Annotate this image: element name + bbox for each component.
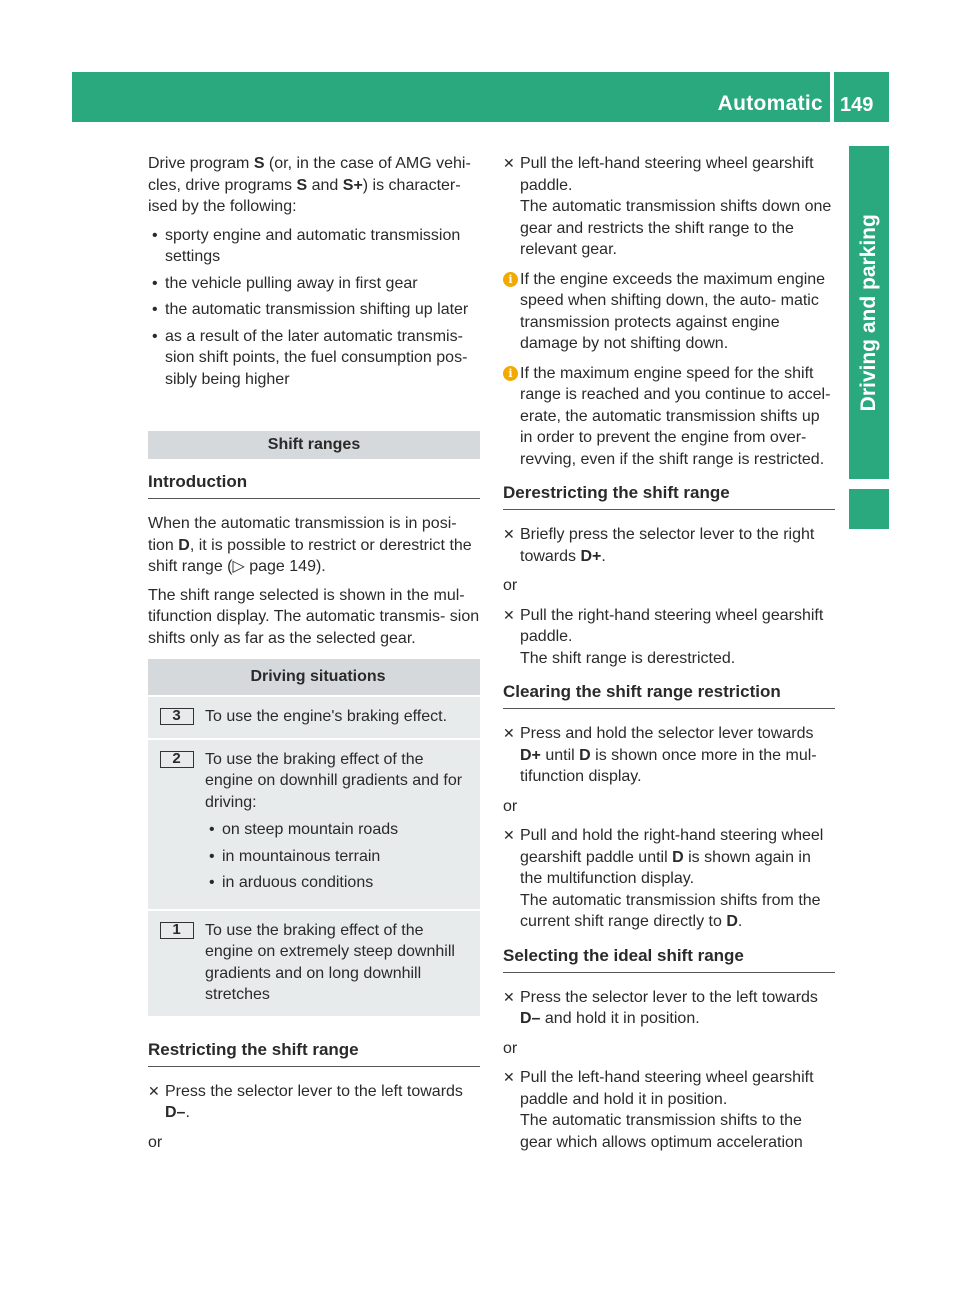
driving-situations-table [148,659,480,1016]
info-note [503,363,835,471]
or-separator: or [503,1039,518,1057]
page-reference-link[interactable]: ▷ page 149 [232,558,316,575]
desc-cell [205,749,480,899]
instruction-step [503,153,835,261]
list-item: • sporty engine and automatic transmission settings [148,225,480,268]
text: If the maximum engine speed for the shift range is reached and you continue to accel- erate, the automatic transmission shifts up in order to prevent the engine from over- revving, even if the shift range is restricted. [520,364,831,468]
text: If the engine exceeds the maximum engine speed when shifting down, the auto- matic transmission protects against engine damage by not shifting down. [520,270,826,352]
text: Pull the right-hand steering wheel gearshift paddle. [520,606,824,645]
arrow-step-icon: ✕ [148,1082,160,1099]
text: The automatic transmission shifts to the gear which allows optimum acceleration [520,1112,803,1151]
arrow-step-icon: ✕ [503,725,515,741]
arrow-step-icon: ✕ [503,606,515,623]
text: D [178,536,190,554]
table-row [148,909,480,1016]
instruction-step [503,1067,835,1153]
text: Pull the left-hand steering wheel gearshift paddle and hold it in position. [520,1069,814,1108]
text: D+ [580,547,602,565]
derestricting-heading: Derestricting the shift range [503,482,835,510]
gear-1-icon: 1 [160,922,194,939]
intro-bullet-list [148,225,480,391]
text: D– [520,1010,541,1027]
instruction-step [503,524,835,567]
text: is shown again in the multifunction display. [520,848,811,887]
text: The automatic transmission shifts down one gear and restricts the shift range to the relevant gear. [520,198,832,258]
page-number: 149 [840,94,874,116]
text: Press the selector lever to the left towards [165,1082,463,1100]
clearing-heading: Clearing the shift range restriction [503,681,835,709]
side-tab-label-wrap [849,146,889,479]
intro3-paragraph: The shift range selected is shown in the mul- tifunction display. The automatic transmis- sion shifts only as far as the selected gear. [148,586,480,647]
info-note [503,269,835,355]
list-item: • the automatic transmission shifting up later [148,299,480,321]
text: Press and hold the selector lever towards [520,725,814,742]
gear-3-icon: 3 [160,708,194,725]
instruction-step [503,723,835,788]
text: D [579,746,591,764]
page-title: Automatic transmission [688,92,823,143]
gear-cell [148,706,205,728]
text: is shown once more in the mul- tifunction display. [520,746,817,785]
list-item: • as a result of the later automatic transmis- sion shift points, the fuel consumption pos- sibly being higher [148,326,480,391]
section-banner: Shift ranges [148,431,480,459]
text: S [296,176,308,194]
list-item: • on steep mountain roads [205,819,474,841]
left-column [148,153,480,1161]
text: . [601,547,606,565]
text: S+ [342,176,363,194]
text: . [737,913,743,930]
instruction-step [503,987,835,1030]
text: Pull the left-hand steering wheel gearshift paddle. [520,155,814,194]
arrow-step-icon: ✕ [503,1069,515,1085]
introduction-heading: Introduction [148,471,480,499]
side-tab-label: Driving and parking [857,213,881,412]
text: (or, in the case of AMG vehi- cles, drive programs [148,155,471,194]
or-separator: or [148,1133,163,1151]
text: D [672,848,684,866]
text [520,890,835,933]
or-separator: or [503,797,518,815]
text: Pull and hold the right-hand steering wheel gearshift paddle until [520,827,824,866]
right-column [503,153,835,1161]
header-divider [830,72,834,122]
ideal-heading: Selecting the ideal shift range [503,945,835,973]
or-separator: or [503,577,518,594]
gear-cell [148,749,205,899]
text: Briefly press the selector lever to the right towards [520,526,815,565]
text: , it is possible to restrict or derestrict the shift range ( [148,536,472,575]
desc-cell: To use the braking effect of the engine on extremely steep downhill gradients and on long downhill stretches [205,921,455,1003]
text: until [540,746,580,764]
table-row [148,695,480,738]
instruction-step [503,605,835,670]
text [520,825,835,890]
instruction-step [148,1081,480,1124]
list-item: • in mountainous terrain [205,846,474,868]
text: D+ [520,746,541,764]
table-header [148,659,480,695]
arrow-step-icon: ✕ [503,988,515,1005]
text: ). [315,558,326,575]
restricting-heading: Restricting the shift range [148,1039,480,1067]
text: S [253,155,265,172]
gear-cell [148,920,205,1006]
text: When the automatic transmission is in posi- tion [148,515,457,554]
text: and hold it in position. [540,1010,700,1027]
side-square [849,489,889,529]
text: Press the selector lever to the left towards [520,988,818,1006]
text: . [185,1104,190,1121]
arrow-step-icon: ✕ [503,155,515,171]
table-header-label: Driving situations [250,668,386,685]
desc-cell: To use the engine's braking effect. [205,708,448,725]
instruction-step [503,825,835,933]
text: D [726,913,738,930]
intro-paragraph [148,153,480,218]
table-row [148,738,480,909]
text: The automatic transmission shifts from the current shift range directly to [520,891,821,930]
text: The shift range is derestricted. [520,649,736,667]
arrow-step-icon: ✕ [503,827,515,843]
arrow-step-icon: ✕ [503,526,515,542]
info-icon: i [503,272,518,287]
info-icon: i [503,366,518,381]
text: D– [165,1104,186,1121]
intro2-paragraph [148,513,480,578]
list-item: • in arduous conditions [205,872,474,894]
list-item: • the vehicle pulling away in first gear [148,273,480,295]
gear-2-icon: 2 [160,751,194,768]
desc-bullet-list [205,819,474,894]
desc-text: To use the braking effect of the engine on downhill gradients and for driving: [205,750,463,811]
text: and [307,176,343,194]
text: Drive program [148,155,254,172]
text: ) is character- ised by the following: [148,176,461,215]
